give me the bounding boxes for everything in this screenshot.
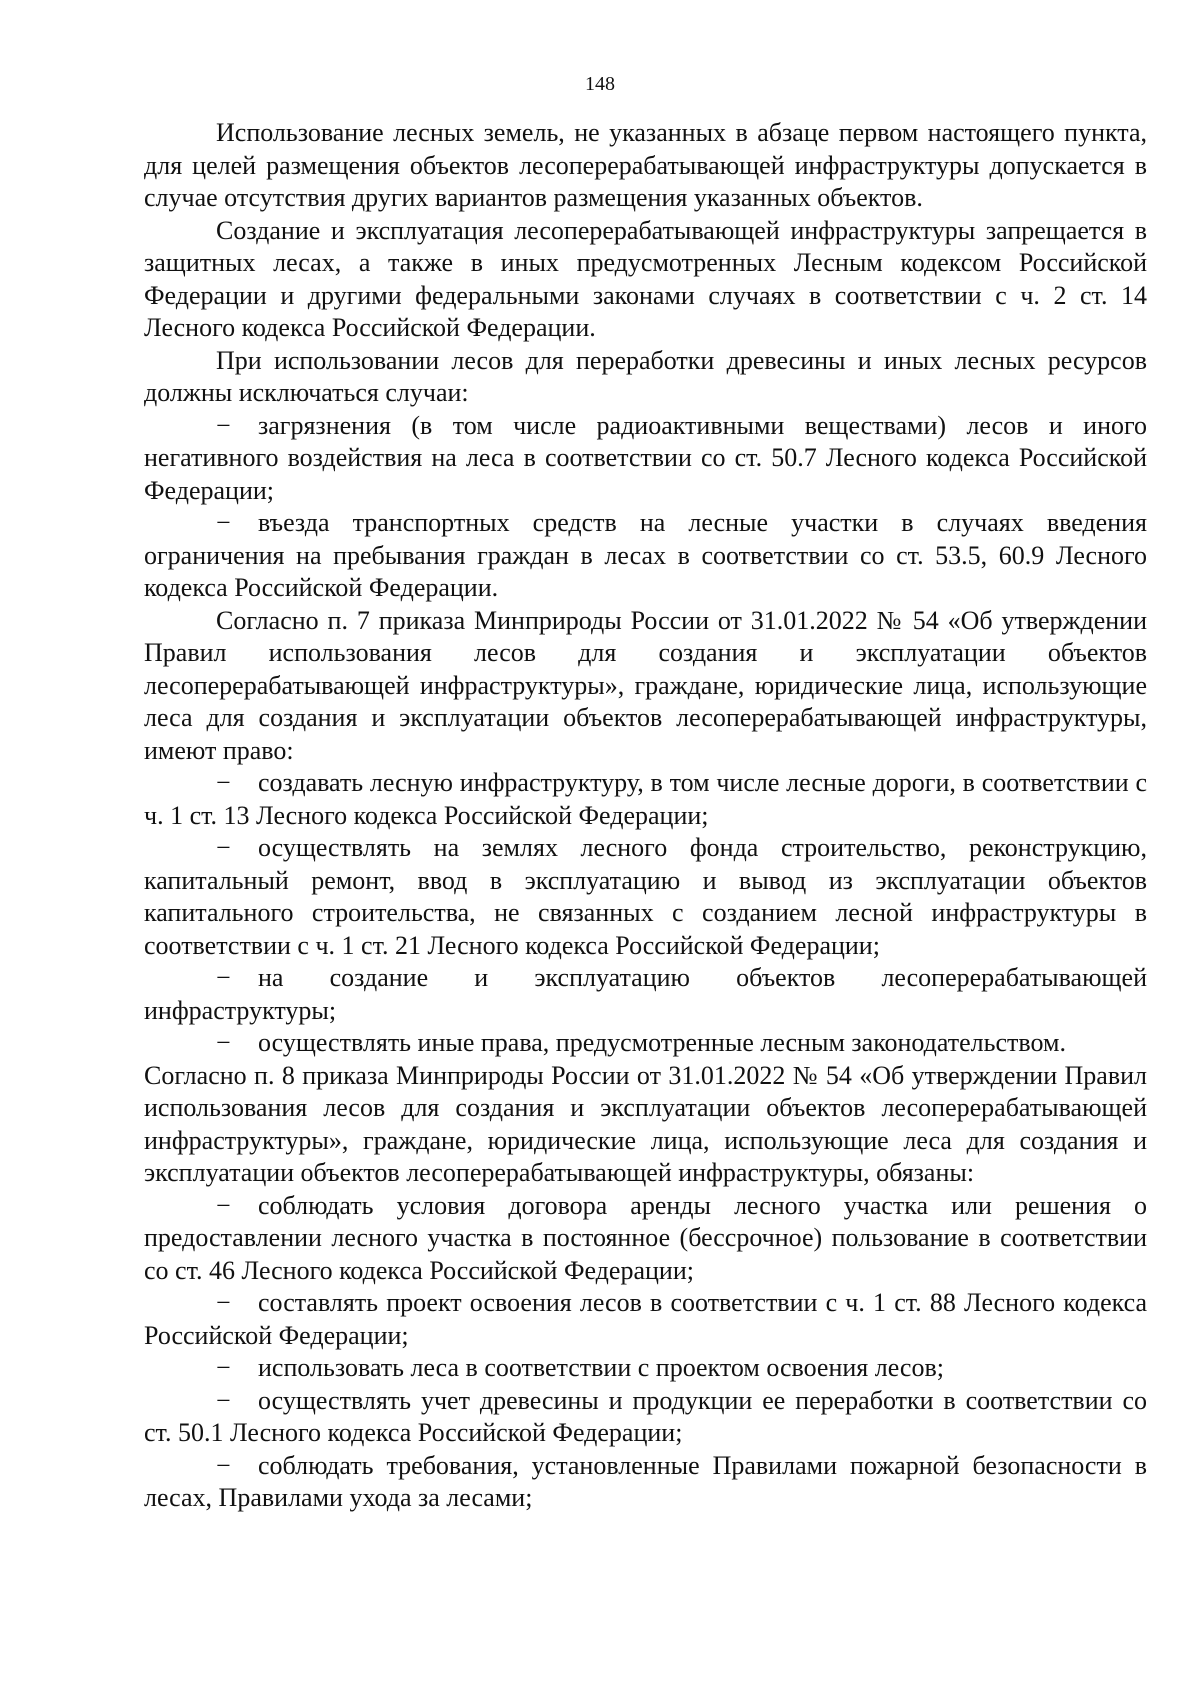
paragraph-text: Создание и эксплуатация лесоперерабатывающей инфраструктуры запрещается в защитных лесах, а также в иных предусмотренных Лесным кодексом Российской Федерации и другими федеральными законами случаях в соответствии с ч. 2 ст. 14 Лесного кодекса Российской Федерации. — [144, 215, 1147, 342]
paragraph-text: Согласно п. 7 приказа Минприроды России от 31.01.2022 № 54 «Об утверждении Правил использования лесов для создания и эксплуатации объектов лесоперерабатывающей инфраструктуры», граждане, юридические лица, использующие леса для создания и эксплуатации объектов лесоперерабатывающей инфраструктуры, имеют право: — [144, 605, 1147, 765]
dash-bullet: − — [216, 833, 231, 862]
list-item — [144, 1385, 1147, 1450]
list-item — [144, 1190, 1147, 1288]
list-item-text: создавать лесную инфраструктуру, в том числе лесные дороги, в соответствии с ч. 1 ст. 13 Лесного кодекса Российской Федерации; — [144, 768, 1147, 830]
dash-bullet: − — [216, 1190, 231, 1220]
document-body — [144, 117, 1147, 1515]
list-item — [144, 767, 1147, 832]
dash-bullet: − — [216, 1288, 231, 1317]
paragraph — [144, 215, 1147, 345]
paragraph — [144, 605, 1147, 768]
list-item-text: использовать леса в соответствии с проектом освоения лесов; — [258, 1353, 944, 1382]
list-item — [144, 1027, 1147, 1060]
paragraph-text: Согласно п. 8 приказа Минприроды России от 31.01.2022 № 54 «Об утверждении Правил использования лесов для создания и эксплуатации объектов лесоперерабатывающей инфраструктуры», граждане, юридические лица, использующие леса для создания и эксплуатации объектов лесоперерабатывающей инфраструктуры, обязаны: — [144, 1060, 1147, 1187]
dash-bullet: − — [216, 410, 231, 440]
list-item-text: на создание и эксплуатацию объектов лесоперерабатывающей инфраструктуры; — [144, 963, 1147, 1025]
list-item-text: въезда транспортных средств на лесные участки в случаях введения ограничения на пребывания граждан в лесах в соответствии со ст. 53.5, 60.9 Лесного кодекса Российской Федерации. — [144, 508, 1147, 602]
paragraph-text: При использовании лесов для переработки древесины и иных лесных ресурсов должны исключаться случаи: — [144, 345, 1147, 407]
list-item-text: осуществлять учет древесины и продукции ее переработки в соответствии со ст. 50.1 Лесного кодекса Российской Федерации; — [144, 1385, 1147, 1447]
list-item-text: соблюдать требования, установленные Правилами пожарной безопасности в лесах, Правилами ухода за лесами; — [144, 1450, 1147, 1512]
paragraph-text: Использование лесных земель, не указанных в абзаце первом настоящего пункта, для целей размещения объектов лесоперерабатывающей инфраструктуры допускается в случае отсутствия других вариантов размещения указанных объектов. — [144, 118, 1147, 212]
dash-bullet: − — [216, 1028, 231, 1057]
list-item-text: загрязнения (в том числе радиоактивными веществами) лесов и иного негативного воздействия на леса в соответствии со ст. 50.7 Лесного кодекса Российской Федерации; — [144, 410, 1147, 505]
dash-bullet: − — [216, 963, 231, 992]
paragraph — [144, 1060, 1147, 1190]
list-item — [144, 962, 1147, 1027]
page-number: 148 — [585, 73, 615, 95]
list-item — [144, 1450, 1147, 1515]
dash-bullet: − — [216, 1385, 231, 1415]
dash-bullet: − — [216, 1450, 231, 1480]
list-item — [144, 1287, 1147, 1352]
list-item — [144, 832, 1147, 962]
dash-bullet: − — [216, 1353, 231, 1382]
list-item — [144, 410, 1147, 508]
list-item-text: осуществлять иные права, предусмотренные лесным законодательством. — [258, 1028, 1066, 1057]
list-item-text: соблюдать условия договора аренды лесного участка или решения о предоставлении лесного участка в постоянное (бессрочное) пользование в соответствии со ст. 46 Лесного кодекса Российской Федерации; — [144, 1190, 1147, 1285]
list-item — [144, 507, 1147, 605]
dash-bullet: − — [216, 768, 231, 797]
paragraph — [144, 117, 1147, 215]
paragraph — [144, 345, 1147, 410]
list-item-text: осуществлять на землях лесного фонда строительство, реконструкцию, капитальный ремонт, ввод в эксплуатацию и вывод из эксплуатации объектов капитального строительства, не связанных с созданием лесной инфраструктуры в соответствии с ч. 1 ст. 21 Лесного кодекса Российской Федерации; — [144, 833, 1147, 960]
list-item — [144, 1352, 1147, 1385]
list-item-text: составлять проект освоения лесов в соответствии с ч. 1 ст. 88 Лесного кодекса Российской Федерации; — [144, 1288, 1147, 1350]
dash-bullet: − — [216, 508, 231, 537]
